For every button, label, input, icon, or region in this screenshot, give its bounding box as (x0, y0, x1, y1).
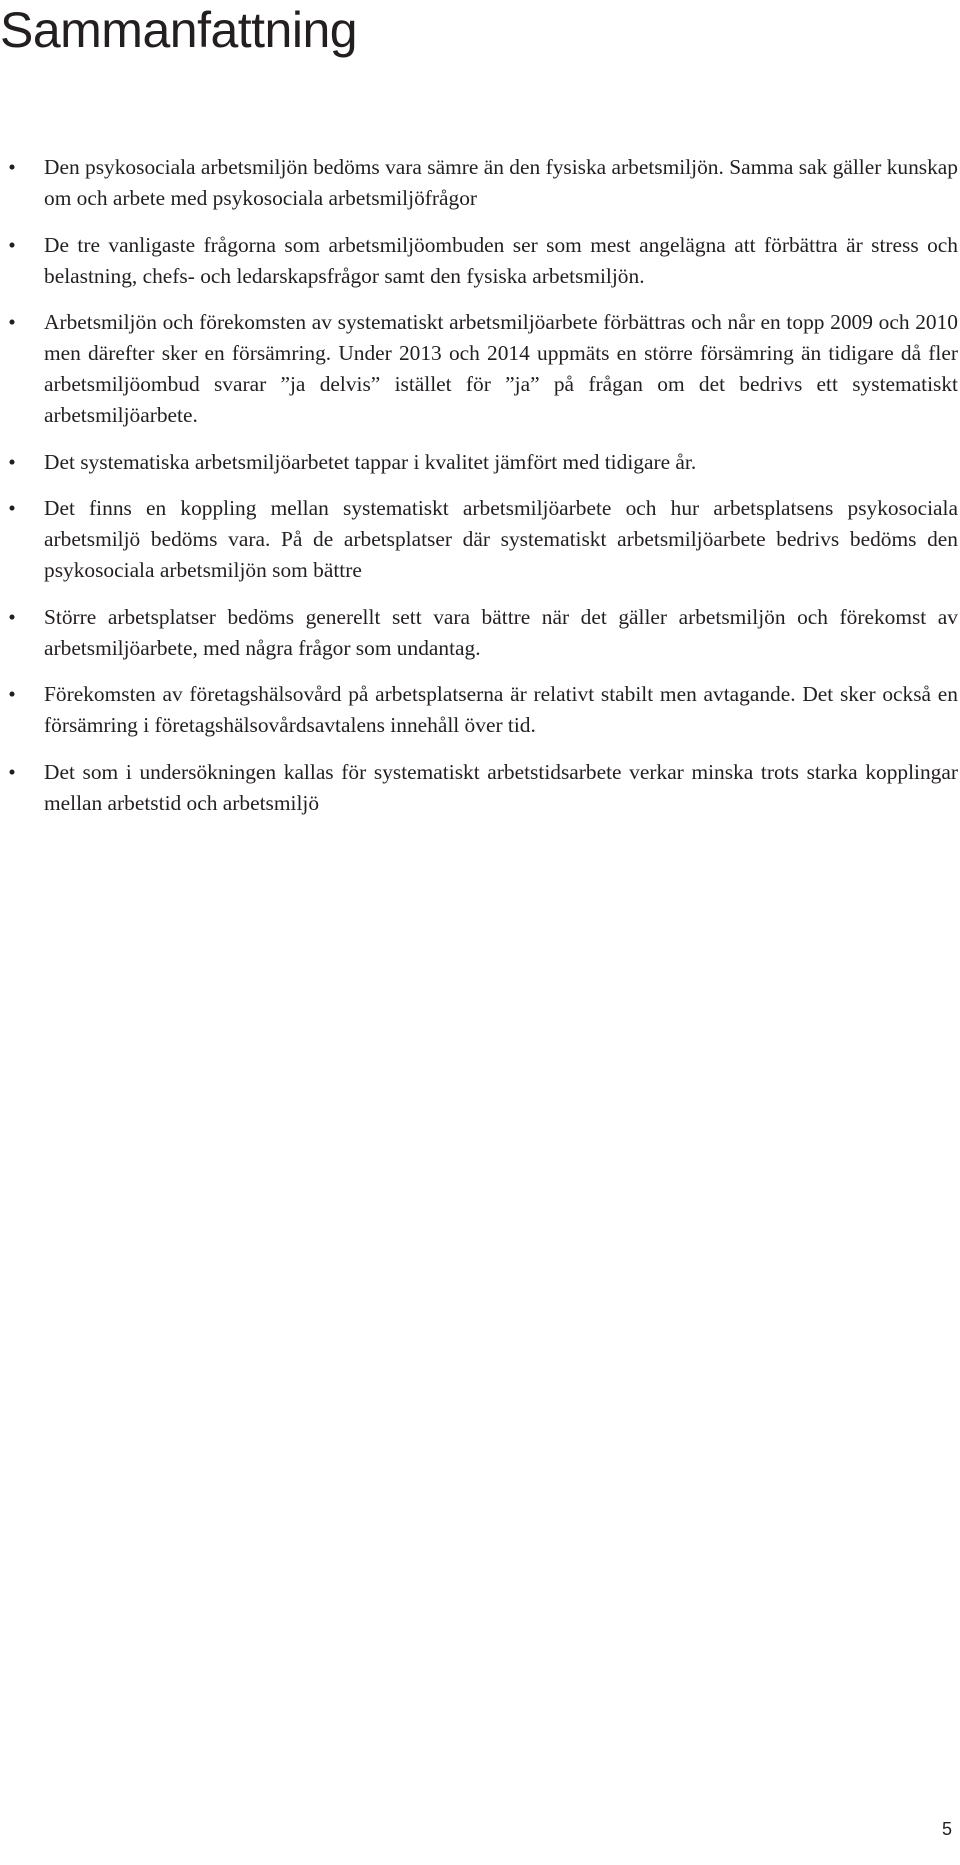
summary-item-text: De tre vanligaste frågorna som arbetsmiljöombuden ser som mest angelägna att förbättra är stress och belastning, chefs- och ledarskapsfrågor samt den fysiska arbetsmiljön. (44, 232, 958, 288)
summary-item-8 (8, 757, 958, 819)
bullet-icon: • (8, 449, 16, 474)
bullet-icon: • (8, 155, 16, 179)
bullet-icon: • (8, 232, 16, 257)
bullet-icon: • (8, 682, 16, 706)
summary-item-text: Det finns en koppling mellan systematiskt arbetsmiljöarbete och hur arbetsplatsens psykosociala arbetsmiljö bedöms vara. På de arbetsplatser där systematiskt arbetsmiljöarbete bedrivs bedöms den psykosociala arbetsmiljön som bättre (44, 496, 958, 582)
summary-item-6 (8, 602, 958, 664)
summary-item-1 (8, 152, 958, 214)
summary-item-4 (8, 447, 958, 478)
summary-item-2 (8, 230, 958, 292)
bullet-icon: • (8, 496, 16, 520)
summary-item-text: Förekomsten av företagshälsovård på arbetsplatserna är relativt stabilt men avtagande. Det sker också en försämring i företagshälsovårdsavtalens innehåll över tid. (44, 682, 958, 737)
summary-item-5 (8, 493, 958, 586)
summary-item-text: Större arbetsplatser bedöms generellt sett vara bättre när det gäller arbetsmiljön och förekomst av arbetsmiljöarbete, med några frågor som undantag. (44, 604, 958, 660)
summary-item-text: Arbetsmiljön och förekomsten av systematiskt arbetsmiljöarbete förbättras och når en topp 2009 och 2010 men därefter sker en försämring. Under 2013 och 2014 uppmäts en större försämring än tidigare då fler arbetsmiljöombud svarar ”ja delvis” istället för ”ja” på frågan om det bedrivs ett systematiskt arbetsmiljöarbete. (44, 310, 958, 427)
bullet-icon: • (8, 759, 16, 784)
summary-item-text: Den psykosociala arbetsmiljön bedöms vara sämre än den fysiska arbetsmiljön. Samma sak gäller kunskap om och arbete med psykosociala arbetsmiljöfrågor (44, 155, 958, 210)
bullet-icon: • (8, 604, 16, 629)
bullet-icon: • (8, 310, 16, 334)
page-number: 5 (941, 1819, 952, 1839)
summary-list (8, 152, 958, 834)
summary-item-text: Det som i undersökningen kallas för systematiskt arbetstidsarbete verkar minska trots starka kopplingar mellan arbetstid och arbetsmiljö (44, 759, 958, 815)
summary-item-text: Det systematiska arbetsmiljöarbetet tappar i kvalitet jämfört med tidigare år. (44, 449, 697, 474)
summary-item-7 (8, 679, 958, 741)
summary-item-3 (8, 307, 958, 431)
page-title: Sammanfattning (0, 2, 358, 58)
